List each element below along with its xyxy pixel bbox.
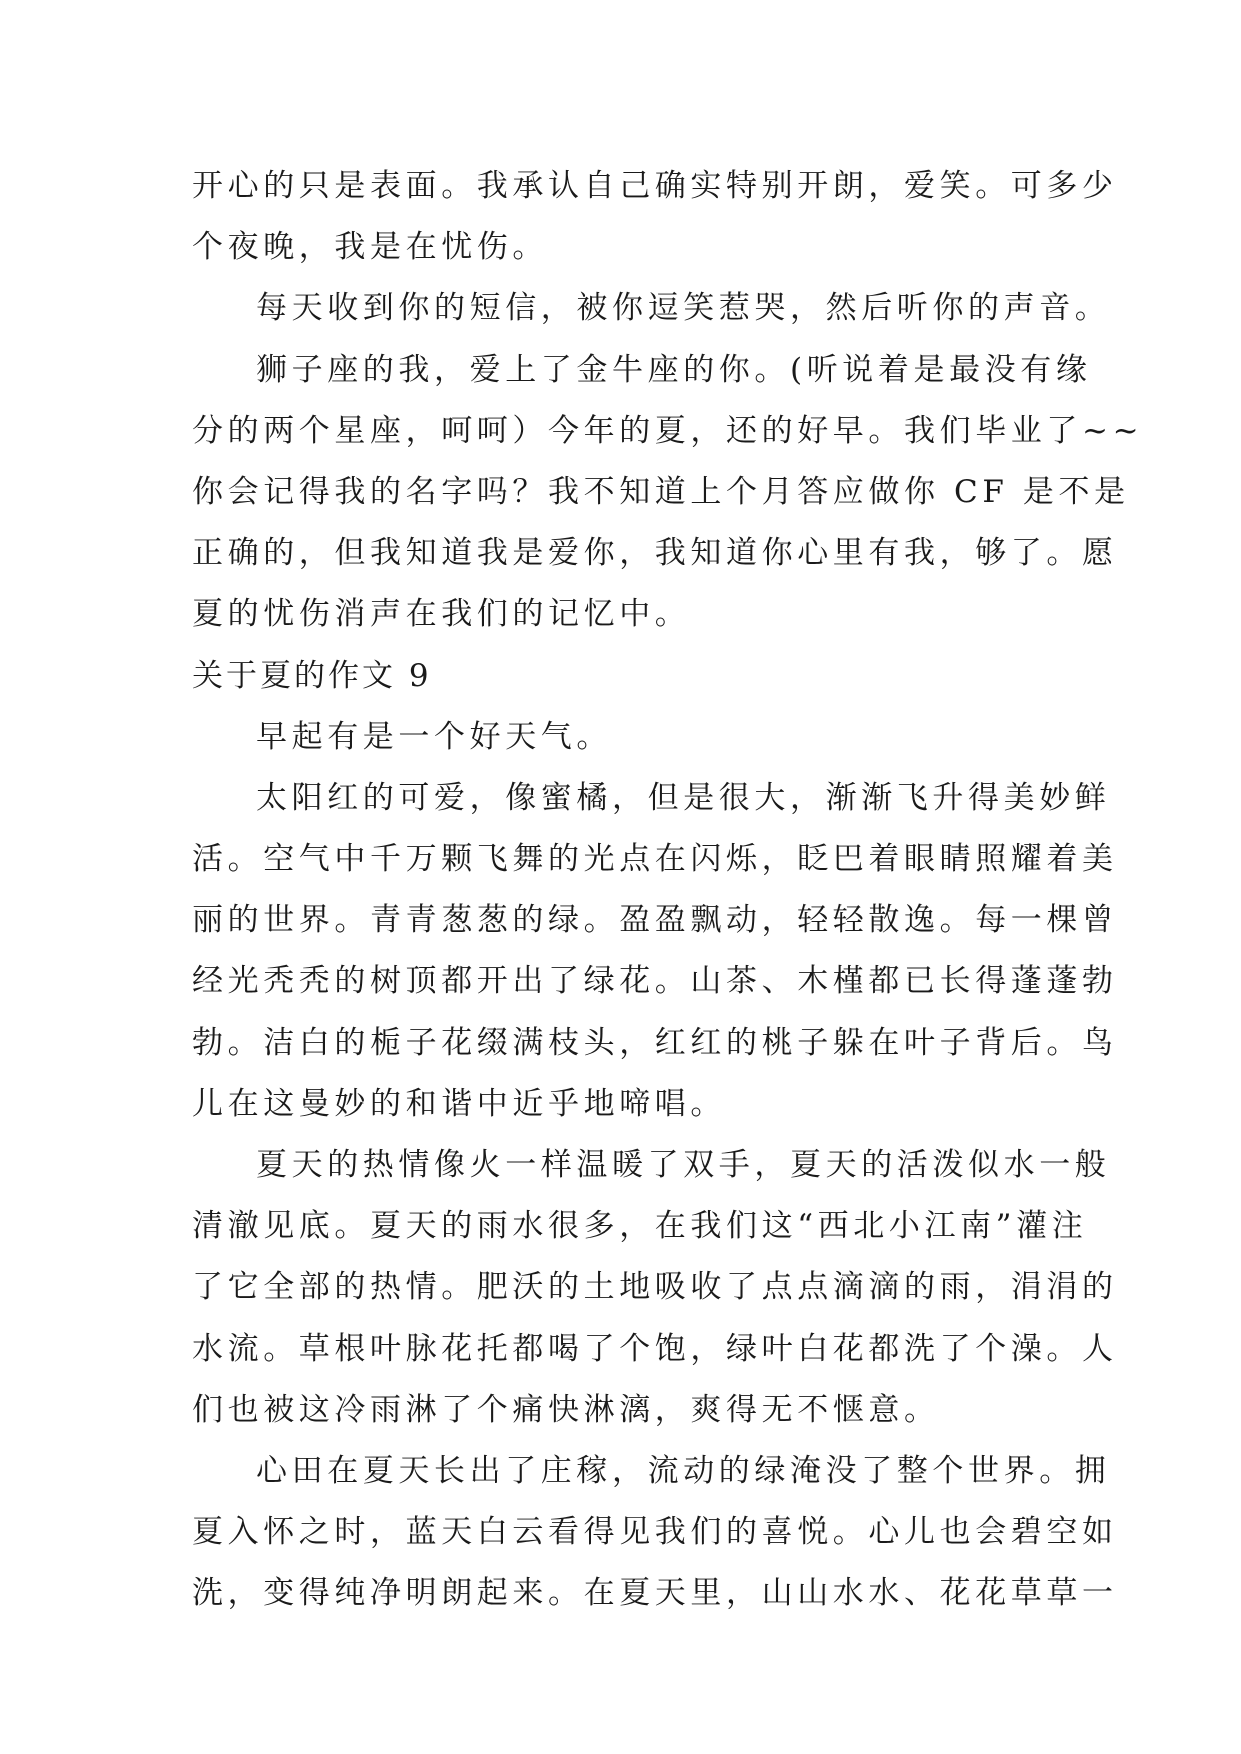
- paragraph-start-line: 狮子座的我，爱上了金牛座的你。(听说着是最没有缘: [256, 351, 1092, 388]
- text-line: 清澈见底。夏天的雨水很多，在我们这“西北小江南”灌注: [192, 1208, 1088, 1245]
- text-line: 活。空气中千万颗飞舞的光点在闪烁，眨巴着眼睛照耀着美: [192, 841, 1118, 878]
- text-line: 个夜晚，我是在忧伤。: [192, 229, 548, 266]
- paragraph-start-line: 太阳红的可爱，像蜜橘，但是很大，渐渐飞升得美妙鲜: [256, 779, 1111, 816]
- text-line: 正确的，但我知道我是爱你，我知道你心里有我，够了。愿: [192, 535, 1118, 572]
- text-line: 夏入怀之时，蓝天白云看得见我们的喜悦。心儿也会碧空如: [192, 1514, 1118, 1551]
- text-line: 勃。洁白的栀子花缀满枝头，红红的桃子躲在叶子背后。鸟: [192, 1024, 1118, 1061]
- paragraph-start-line: 每天收到你的短信，被你逗笑惹哭，然后听你的声音。: [256, 290, 1111, 327]
- text-line: 水流。草根叶脉花托都喝了个饱，绿叶白花都洗了个澡。人: [192, 1330, 1118, 1367]
- document-body: [192, 156, 1144, 1625]
- text-line: 分的两个星座，呵呵）今年的夏，还的好早。我们毕业了~~: [192, 412, 1144, 449]
- paragraph-start-line: 夏天的热情像火一样温暖了双手，夏天的活泼似水一般: [256, 1147, 1111, 1183]
- text-line: 开心的只是表面。我承认自己确实特别开朗，爱笑。可多少: [192, 168, 1118, 204]
- paragraph-start-line: 心田在夏天长出了庄稼，流动的绿淹没了整个世界。拥: [256, 1452, 1111, 1489]
- paragraph-start-line: 早起有是一个好天气。: [256, 718, 612, 755]
- text-line: 洗，变得纯净明朗起来。在夏天里，山山水水、花花草草一: [192, 1575, 1118, 1612]
- text-line: 了它全部的热情。肥沃的土地吸收了点点滴滴的雨，涓涓的: [192, 1269, 1118, 1306]
- section-heading: 关于夏的作文 9: [192, 657, 432, 694]
- text-line: 经光秃秃的树顶都开出了绿花。山茶、木槿都已长得蓬蓬勃: [192, 963, 1118, 1000]
- text-line: 儿在这曼妙的和谐中近乎地啼唱。: [192, 1085, 726, 1122]
- text-line: 丽的世界。青青葱葱的绿。盈盈飘动，轻轻散逸。每一棵曾: [192, 902, 1118, 939]
- text-line: 们也被这冷雨淋了个痛快淋漓，爽得无不惬意。: [192, 1391, 940, 1428]
- text-line: 你会记得我的名字吗？我不知道上个月答应做你 CF 是不是: [192, 473, 1130, 510]
- text-line: 夏的忧伤消声在我们的记忆中。: [192, 596, 691, 633]
